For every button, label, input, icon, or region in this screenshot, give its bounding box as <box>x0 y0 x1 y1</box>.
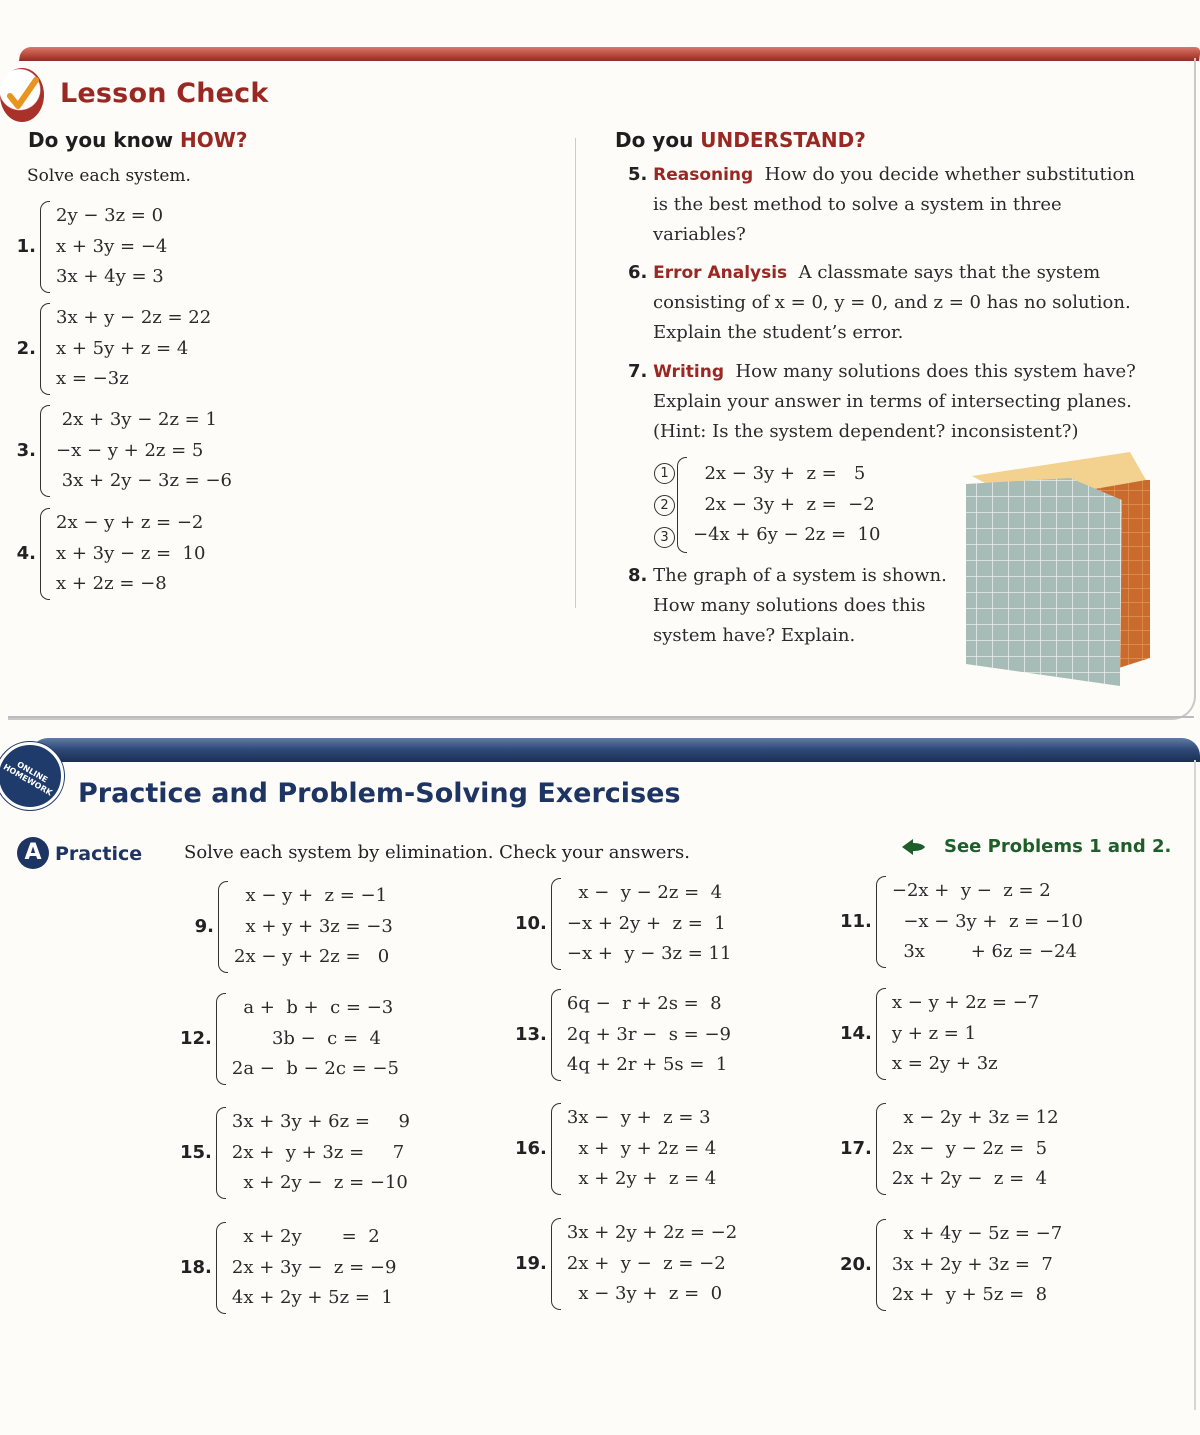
green-plane <box>966 478 1122 686</box>
check-mark-icon <box>0 68 44 122</box>
question-number: 7. <box>628 361 648 382</box>
question-keyword: Reasoning <box>653 165 754 185</box>
question-text: How do you decide whether substitution <box>764 164 1135 185</box>
understand-heading-accent: UNDERSTAND? <box>700 128 866 152</box>
question-text: is the best method to solve a system in three <box>653 194 1062 215</box>
equation: 3x + 2y + 2z = −2 <box>566 1222 738 1243</box>
equation: 3x + 6z = −24 <box>891 941 1077 962</box>
equation: 2x − y + 2z = 0 <box>234 946 390 967</box>
section-separator <box>8 716 1194 718</box>
equation: 4x + 2y + 5z = 1 <box>231 1287 393 1308</box>
question-number: 8. <box>628 565 648 586</box>
equation: 2x + y − z = −2 <box>566 1252 726 1274</box>
equation: 3x + 2y − 3z = −6 <box>56 470 232 491</box>
equation: x − y + 2z = −7 <box>891 992 1040 1013</box>
exercise-15 <box>180 1107 410 1199</box>
brace <box>876 988 886 1080</box>
how-heading-accent: HOW? <box>180 128 248 152</box>
equation: 6q − r + 2s = 8 <box>566 993 722 1014</box>
exercise-number: 13. <box>515 1024 547 1046</box>
equation: x = −3z <box>56 368 129 389</box>
equation: x − 2y + 3z = 12 <box>891 1107 1059 1128</box>
question-text: Explain your answer in terms of intersecting planes. <box>653 391 1132 412</box>
equation: −2x + y − z = 2 <box>891 880 1051 901</box>
equation: a + b + c = −3 <box>231 997 394 1018</box>
equation: −x − 3y + z = −10 <box>891 910 1083 932</box>
question-7-system <box>654 457 880 553</box>
exercise-number: 2. <box>16 338 36 360</box>
equation: x − y − 2z = 4 <box>566 882 723 903</box>
how-instruction: Solve each system. <box>27 166 191 186</box>
exercise-number: 10. <box>515 913 547 935</box>
exercise-number: 16. <box>515 1138 547 1160</box>
equation: 2x + y + 5z = 8 <box>891 1284 1048 1305</box>
equation: −x − y + 2z = 5 <box>56 439 204 461</box>
exercise-16 <box>515 1103 716 1195</box>
exercise-20 <box>840 1219 1062 1311</box>
equation: 3x + 2y + 3z = 7 <box>891 1253 1053 1275</box>
exercise-number: 9. <box>194 916 214 938</box>
exercise-14 <box>840 988 1039 1080</box>
question-keyword: Error Analysis <box>653 263 788 283</box>
equation: 2x − 3y + z = −2 <box>693 493 875 515</box>
brace <box>218 881 228 973</box>
exercise-19 <box>515 1218 737 1310</box>
equation: x + 2y + z = 4 <box>566 1168 717 1189</box>
question-keyword: Writing <box>653 362 724 382</box>
brace <box>876 1103 886 1195</box>
how-heading-text: Do you know <box>28 128 181 152</box>
exercise-3 <box>12 405 232 497</box>
equation: 2y − 3z = 0 <box>56 205 164 226</box>
brace <box>876 1219 886 1311</box>
brace <box>876 876 886 968</box>
see-problems-text: See Problems 1 and 2. <box>944 836 1172 857</box>
exercise-number: 12. <box>180 1028 212 1050</box>
brace <box>216 1222 226 1314</box>
question-number: 6. <box>628 262 648 283</box>
brace <box>216 993 226 1085</box>
exercise-18 <box>180 1222 396 1314</box>
brace <box>551 989 561 1081</box>
brace <box>40 201 50 293</box>
question-text: How many solutions does this system have? <box>735 361 1136 382</box>
equation: 3b − c = 4 <box>231 1027 381 1049</box>
question-7 <box>628 357 1136 447</box>
equation: x − y + z = −1 <box>234 885 388 906</box>
exercise-number: 20. <box>840 1254 872 1276</box>
equation: 2x + y + 3z = 7 <box>231 1141 405 1163</box>
equation: x + 2y − z = −10 <box>231 1172 408 1193</box>
equation: 2x − y + z = −2 <box>56 512 204 533</box>
exercise-13 <box>515 989 731 1081</box>
question-8 <box>628 561 947 651</box>
brace <box>40 508 50 600</box>
question-text: system have? Explain. <box>653 625 856 646</box>
equation: −x + 2y + z = 1 <box>566 912 726 934</box>
lesson-check-title: Lesson Check <box>60 78 269 109</box>
exercise-number: 18. <box>180 1257 212 1279</box>
exercise-11 <box>840 876 1083 968</box>
practice-instruction: Solve each system by elimination. Check your answers. <box>184 842 690 863</box>
equation: y + z = 1 <box>891 1022 977 1044</box>
equation: x + 3y − z = 10 <box>56 542 206 564</box>
exercise-number: 4. <box>16 543 36 565</box>
equation: 2x + 3y − 2z = 1 <box>56 409 217 430</box>
equation: 2x − y − 2z = 5 <box>891 1137 1048 1159</box>
equation: x + 5y + z = 4 <box>56 337 189 359</box>
how-heading <box>28 128 247 152</box>
brace <box>551 1218 561 1310</box>
exercise-4 <box>12 508 205 600</box>
intersecting-planes-figure <box>960 448 1156 688</box>
circled-label: 3 <box>654 527 675 548</box>
equation: −4x + 6y − 2z = 10 <box>693 524 881 546</box>
exercise-number: 3. <box>16 440 36 462</box>
exercise-12 <box>180 993 399 1085</box>
equation: x + 2z = −8 <box>56 573 167 594</box>
equation: 2x − 3y + z = 5 <box>693 463 866 485</box>
equation: −x + y − 3z = 11 <box>566 943 732 964</box>
practice-label: Practice <box>55 843 143 865</box>
equation: 2a − b − 2c = −5 <box>231 1058 399 1079</box>
exercise-number: 17. <box>840 1138 872 1160</box>
equation: x + 4y − 5z = −7 <box>891 1223 1063 1244</box>
equation: 2q + 3r − s = −9 <box>566 1023 731 1045</box>
equation: 4q + 2r + 5s = 1 <box>566 1054 728 1075</box>
equation: 2x + 3y − z = −9 <box>231 1256 397 1278</box>
question-text: How many solutions does this <box>653 595 926 616</box>
practice-header-band <box>30 738 1200 762</box>
equation: x + y + 2z = 4 <box>566 1137 717 1159</box>
equation: x = 2y + 3z <box>891 1053 998 1074</box>
equation: 3x + 4y = 3 <box>56 266 164 287</box>
badge-text: ONLINE HOMEWORK <box>1 759 54 798</box>
exercise-number: 1. <box>16 236 36 258</box>
equation: x + 3y = −4 <box>56 235 168 257</box>
question-number: 5. <box>628 164 648 185</box>
brace <box>40 405 50 497</box>
exercise-10 <box>515 878 731 970</box>
question-text: Explain the student’s error. <box>653 322 904 343</box>
brace <box>551 1103 561 1195</box>
exercise-2 <box>12 303 211 395</box>
question-6 <box>628 258 1131 348</box>
equation: 3x + 3y + 6z = 9 <box>231 1111 410 1132</box>
circled-label: 1 <box>654 463 675 484</box>
back-arrow-icon <box>900 837 926 857</box>
brace <box>551 878 561 970</box>
understand-heading <box>615 128 866 152</box>
exercise-17 <box>840 1103 1059 1195</box>
column-divider <box>575 138 576 608</box>
exercise-number: 14. <box>840 1023 872 1045</box>
question-text: (Hint: Is the system dependent? inconsistent?) <box>653 421 1079 442</box>
brace <box>216 1107 226 1199</box>
exercise-9 <box>190 881 393 973</box>
question-text: The graph of a system is shown. <box>653 565 947 586</box>
brace <box>677 457 687 553</box>
section-a-icon: A <box>17 837 49 869</box>
equation: x + 2y = 2 <box>231 1226 380 1247</box>
exercise-number: 19. <box>515 1253 547 1275</box>
question-text: A classmate says that the system <box>798 262 1101 283</box>
see-problems-link[interactable] <box>900 836 1171 857</box>
circled-label: 2 <box>654 495 675 516</box>
question-text: variables? <box>653 224 746 245</box>
brace <box>40 303 50 395</box>
equation: 2x + 2y − z = 4 <box>891 1168 1048 1189</box>
equation: 3x − y + z = 3 <box>566 1107 711 1128</box>
exercise-1 <box>12 201 167 293</box>
practice-title: Practice and Problem-Solving Exercises <box>78 778 681 809</box>
question-text: consisting of x = 0, y = 0, and z = 0 has no solution. <box>653 292 1131 313</box>
question-5 <box>628 160 1135 250</box>
understand-heading-text: Do you <box>615 128 701 152</box>
exercise-number: 15. <box>180 1142 212 1164</box>
exercise-number: 11. <box>840 911 872 933</box>
equation: 3x + y − 2z = 22 <box>56 307 212 328</box>
equation: x + y + 3z = −3 <box>234 915 393 937</box>
equation: x − 3y + z = 0 <box>566 1283 723 1304</box>
